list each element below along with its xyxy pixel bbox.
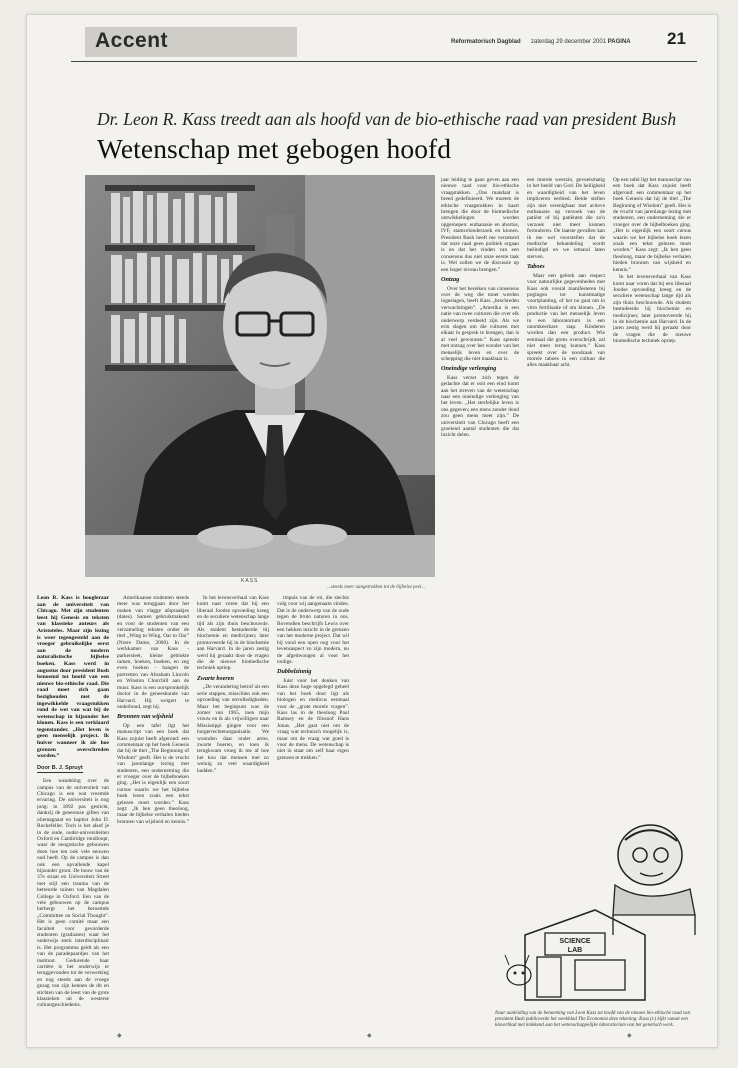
article-paragraph: Over het bereiken van consensus over de weg die moet worden ingeslagen, heeft Kass „beschreden verwachtingen”. „Amerika is een natie van twee culturen die over elk onderwerp verdeeld zijn. Als we erin slagen om die culturen met elkaar in gesprek te brengen, dan is al veel gewonnen.” Kass spreekt met ontzag over het wonder van het menselijk leven en over de schepping die niet maakbaar is.	[441, 285, 519, 362]
subhead-oneindige-verlenging: Oneindige verlenging	[441, 365, 497, 373]
svg-text:LAB: LAB	[567, 947, 583, 954]
article-paragraph: een morele weerzin, gevoelsmatig in het beeld van God. De heiligheid en waardigheid van het leven impliceren eerbied. Beide stellen zijn niet verenigbaar met actieve euthanasie op verzoek van de patiënt of bij patiënten die zo'n verzoek niet meer kunnen formuleren. De laatste gevallen kan ik me wel voorstellen dat de medische behandeling wordt beëindigd en we iemand laten sterven.	[527, 177, 605, 260]
headline: Wetenschap met gebogen hoofd	[97, 133, 452, 164]
kicker: Dr. Leon R. Kass treedt aan als hoofd van de bio-ethische raad van president Bush	[97, 109, 677, 129]
masthead	[71, 27, 697, 59]
article-paragraph: Amerikaanse studenten steeds meer was teruggaan door het maken van vlagge afspraakjes (dates). Samen gebruikmakend en voor de studenten van een verzameling teksten onder de titel „Wing to Wing, Oar to Oar” (Notre Dame, 2000). In de werkkamer van Kass -parkersleet, kleine geblokte ramen, boeken, boeken, en zeg even boeken - hangen de portretten van Abraham Lincoln en Winston Churchill aan de muur. Kass is een oorspronkelijk doctor in de geneeskunde van Harvard. Hij weigert te onderhoud, zegt hij.	[117, 595, 189, 710]
page-label: PAGINA	[607, 39, 631, 45]
article-paragraph: jaar leiding te gaan geven aan een nieuwe raad voor bio-ethische vraagstukken. „Ons mandaat is breed gedefinieerd. We moeten de ethische vraagstukken in kaart brengen die door de biomedische ontwikkelingen worden opgeroepen: euthanasie en abortus, IVF, stamcelonderzoek en klonen. President Bush heeft me verzekerd dat onze raad geen politiek orgaan is en dat het vinden van een consensus dus niet onze eerste taak is. Wel zullen we de discussie op een hoger niveau brengen.”	[441, 177, 519, 273]
article-lead: Leon R. Kass is hoogleraar aan de universiteit van Chicago. Met zijn studenten leest hij Genesis en teksten van klassieke auteurs als Aristoteles. Maar zijn lezing is weer tegengesteld aan de vroeger gebruikelijke eerst aan de modern naturalistische bijbelse boeken. Kass werd in augustus door president Bush benoemd tot hoofd van een nieuwe bio-ethische raad. Die raad moet zich gaan bezighouden met de ingewikkelde vraagstukken rond de wet van wat bij de wetenschap in bijzonder het klonen. Kass is een verklaard tegenstander. „Het leven is geen menselijk project. Ik huiver wanneer ik zie hoe grenzen overschreden worden.”	[37, 595, 109, 760]
article-column-6	[527, 177, 605, 807]
byline: Door B. J. Spruyt	[37, 765, 83, 773]
portrait-photo	[85, 175, 435, 577]
subhead-zwarte-boeren: Zwarte boeren	[197, 674, 234, 682]
subhead-taboes: Taboes	[527, 263, 545, 271]
cartoon-caption: Naar aanleiding van de benoeming van Leon Kass tot hoofd van de nieuwe bio-ethische raad van president Bush publiceerde het weekblad The Economist deze tekening: Kass (r.) kijkt vanuit een klaverblad met knikkend aan het wetenschappelijke laboratorium van het genetisch werk.	[495, 1011, 691, 1028]
registration-mark: ◆	[627, 1033, 632, 1039]
svg-text:SCIENCE: SCIENCE	[559, 938, 591, 945]
article-column-7	[613, 177, 691, 807]
registration-mark: ◆	[367, 1033, 372, 1039]
subhead-ontzag: Ontzag	[441, 276, 460, 284]
article-paragraph: In het levensverhaal van Kass komt naar voren dat hij een liberaal Joodse opvoeding kreeg en de seculiere wetenschap lange tijd als zijn thuis beschouwde. Als student bestudeerde hij biochemie en medicijnen; later promoveerde hij in de biochemie aan Harvard. In de jaren zestig werd hij geraakt door de vragen die de nieuwe biomedische techniek opriep.	[197, 595, 269, 672]
article-paragraph: „De verandering betrof uit een serie stappen, misschien ook een opvoeding van onvolledigheden. Maar het beginpunt was de zomer van 1965, toen mijn vrouw en ik als vrijwilligers naar Mississippi gingen voor een burgerrechtenorganisatie. We woonden daar onder arme, zwarte boeren, en toen ik terugkwam vroeg ik me af hoe het kon dat mensen met zo weinig zo veel waardigheid hadden.”	[197, 684, 269, 774]
article-paragraph: Kass verzet zich tegen de gedachte dat er ooit een eind komt aan het streven van de wetenschap naar een oneindige verlenging van het leven. „Het sterfelijke leven is ons gegeven; een mens zonder dood zou geen mens meer zijn.” De universiteit van Chicago heeft een groeiend aantal studenten die dat inzicht delen.	[441, 374, 519, 439]
photo-caption: ...steeds meer aangetrokken tot de bijbelse peel...	[327, 585, 426, 590]
article-paragraph: impuls van de rol, die slechts volg voor wij aangenaam vinden. Dat is de onderwerp van de oude tegen de bruto naturen in ons. Bovendien beschrijfs Lewis over een hekken inzicht in de grenzen van het moderne project. Dat wil hij vond een open oog voor het levensaspect zo zijn modern, nu de afgedwongen al voor het nodige.	[277, 595, 349, 666]
newspaper-page	[26, 14, 718, 1048]
cartoon-drawing	[495, 815, 703, 1007]
article-column-3	[197, 595, 269, 1035]
date-line	[531, 39, 631, 45]
cartoon-illustration	[495, 815, 703, 1007]
article-paragraph: Een wandeling over de campus van de universiteit van Chicago is een wat vreemde ervaring. De universiteit is nog jong: in 1892 pas gesticht, dankzij de genereuze giften van oliemagnaat en baptist John D. Rockefeller. Toch is het alsof je in de oude, oudst-universiteiten Oxford en Cambridge rondloopt, waar de neogotische gebouwen doen hoe ten ook vele eeuwen oud heeft. Op de campus is dan ook een opvallende kapel bijzonder groot. De bouw van de 37e straat en Universiteit Street met stijl een trauma van de betreurde tuinen van Magdalen College in Oxford. Een van de vele gebouwen op de campus herbergt het beroemde „Committee on Social Thought”. Het is geen comité maar een faculteit voor gevorderde studenten (graduates) waar het onderwijs sterk interdisciplinair is. Het programma geldt als een van de paradepaardjes van het instituut. Gedurende haar carrière is het onderwijs er teruggevonden tot de verwerking en nog steeds aan de vroege gezag van zijn kennen de dit en stichten van de leest van de grote klassieken uit de westerse cultuurgeschiedenis.	[37, 778, 109, 1009]
registration-mark: ◆	[117, 1033, 122, 1039]
article-paragraph: In het levensverhaal van Kass komt naar voren dat hij een liberaal Joodse opvoeding kreeg en de seculiere wetenschap lange tijd als zijn thuis beschouwde. Als student bestudeerde hij biochemie en medicijnen; later promoveerde hij in de biochemie aan Harvard. In de jaren zestig werd hij geraakt door de vragen die de nieuwe biomedische techniek opriep.	[613, 274, 691, 345]
article-column-4	[277, 595, 349, 1035]
section-label: Accent	[95, 29, 169, 52]
masthead-rule	[71, 61, 697, 62]
article-column-2	[117, 595, 189, 1035]
photo-credit: KASS	[241, 578, 259, 584]
portrait-illustration	[85, 175, 435, 577]
article-paragraph: Op een tafel ligt het manuscript van een boek dat Kass zojuist heeft afgerond: een commentaar op het boek Genesis dat hij de titel „The Beginning of Wisdom” geeft. Het is de vrucht van jarenlange lezing met studenten, een onderneming die er vroeger over de bijbelboeken ging. „Het is eigenlijk een soort cursus waarin we het bijbelse boek lezen zoals een tekst gelezen moet worden.” Kass zegt: „Ik ben geen theoloog, maar de bijbelse verhalen bieden bronnen van wijsheid en kennis.”	[117, 722, 189, 825]
article-column-1	[37, 595, 109, 1035]
article-paragraph: Op een tafel ligt het manuscript van een boek dat Kass zojuist heeft afgerond: een commentaar op het boek Genesis dat hij de titel „The Beginning of Wisdom” geeft. Het is de vrucht van jarenlange lezing met studenten, een onderneming die er vroeger over de bijbelboeken ging. „Het is eigenlijk een soort cursus waarin we het bijbelse boek lezen zoals een tekst gelezen moet worden.” Kass zegt: „Ik ben geen theoloog, maar de bijbelse verhalen bieden bronnen van wijsheid en kennis.”	[613, 177, 691, 273]
paper-name: Reformatorisch Dagblad	[451, 39, 521, 45]
issue-date: zaterdag 29 december 2001	[531, 39, 607, 45]
page-number: 21	[667, 29, 686, 48]
article-paragraph: Juist voor het denken van Kass deze hoge opgelegd geheel van het boek door ligt als biologen en medicus eenmaal voor de „grote morele vragen”. Kass las in de theoloog Paul Ramsey en de filosoof Hans Jonas. „Het gaat niet om de vraag wat technisch mogelijk is, maar om de vraag wat goed is voor de mens. De wetenschap is niet in staat om zelf haar eigen grenzen te trekken.”	[277, 677, 349, 761]
subhead-dubbelzinnig: Dubbelzinnig	[277, 668, 312, 676]
article-paragraph: Maar een gebrek aan respect voor natuurlijke gegevenheden met Kass ook vooral manifesteren bij pogingen tot kunstmatige voortplanting, of het nu gaat om in vitro fertilisatie of om klonen. „De productie van het menselijk leven in een laboratorium is een onomkeerbare stap. Kinderen worden dan een product. Wie eenmaal die grens overschrijdt, zal niet meer terug kunnen.” Kass spreekt over de noodzaak van morele taboes in een cultuur die alles maakbaar acht.	[527, 272, 605, 369]
subhead-bronnen: Bronnen van wijsheid	[117, 713, 174, 721]
